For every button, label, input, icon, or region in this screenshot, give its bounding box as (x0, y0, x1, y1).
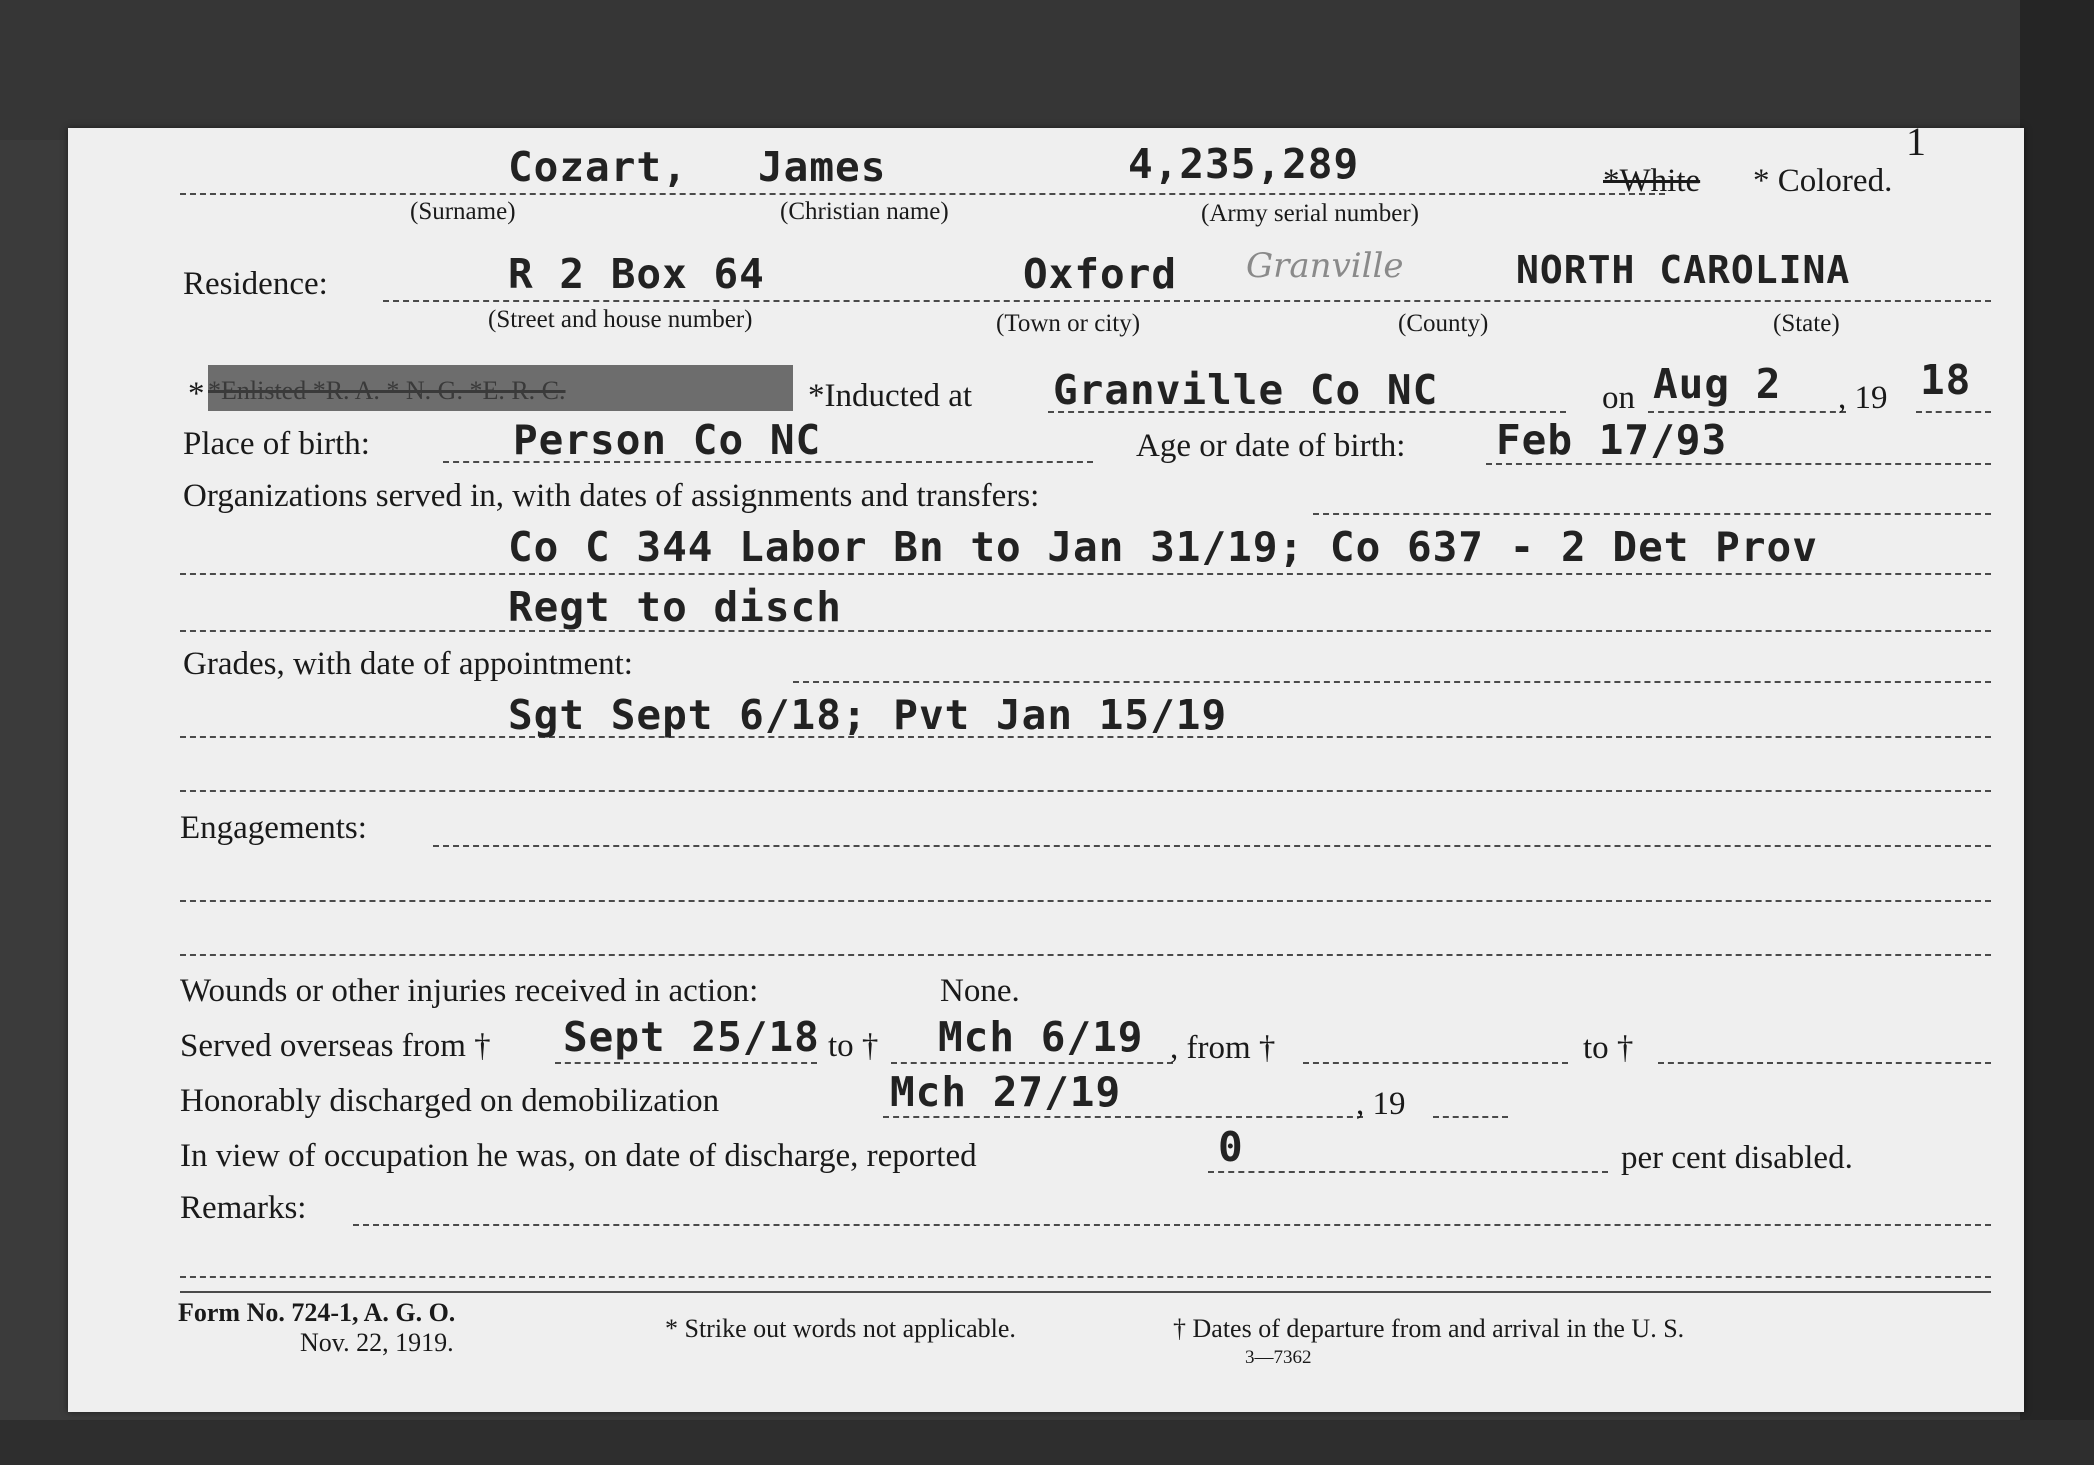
race-white-struck: *White (1603, 163, 1701, 199)
place-of-birth-label: Place of birth: (183, 426, 370, 462)
overseas-to2-label: to † (1583, 1030, 1634, 1066)
discharge-line (883, 1116, 1363, 1118)
grades-value: Sgt Sept 6/18; Pvt Jan 15/19 (508, 691, 1228, 739)
organizations-line-2 (180, 630, 1991, 632)
overseas-from2-label: , from † (1170, 1030, 1276, 1066)
overseas-to-value: Mch 6/19 (938, 1013, 1144, 1061)
residence-label: Residence: (183, 266, 328, 302)
induction-date-line (1648, 411, 1846, 413)
print-code: 3—7362 (1245, 1347, 1312, 1368)
town-value: Oxford (1023, 250, 1178, 298)
on-label: on (1602, 380, 1635, 416)
grades-label: Grades, with date of appointment: (183, 646, 633, 682)
caption-christian: (Christian name) (780, 198, 949, 225)
street-value: R 2 Box 64 (508, 250, 765, 298)
wounds-value: None. (940, 973, 1020, 1009)
engagements-label: Engagements: (180, 810, 367, 846)
race-colored: * Colored. (1753, 163, 1893, 199)
caption-county: (County) (1398, 310, 1489, 337)
disability-line (1208, 1171, 1608, 1173)
remarks-line-0 (353, 1224, 1991, 1226)
engagements-line-0 (433, 845, 1991, 847)
residence-line (383, 300, 1991, 302)
induction-year-line (1916, 411, 1991, 413)
inducted-label: *Inducted at (808, 378, 973, 414)
discharge-label: Honorably discharged on demobilization (180, 1083, 720, 1119)
overseas-from-line (555, 1062, 817, 1064)
form-number: Form No. 724-1, A. G. O. (178, 1298, 456, 1327)
discharge-year-line (1433, 1116, 1508, 1118)
inducted-at-value: Granville Co NC (1053, 366, 1439, 414)
footnote-strike: * Strike out words not applicable. (665, 1314, 1016, 1343)
organizations-value-line1: Co C 344 Labor Bn to Jan 31/19; Co 637 - 2 Det Prov (508, 523, 1818, 571)
organizations-line-0 (1313, 513, 1991, 515)
overseas-from2-line (1303, 1062, 1568, 1064)
form-date: Nov. 22, 1919. (300, 1328, 454, 1357)
remarks-label: Remarks: (180, 1190, 307, 1226)
year-prefix-label: , 19 (1838, 380, 1888, 416)
caption-serial: (Army serial number) (1201, 200, 1419, 227)
remarks-line-1 (180, 1276, 1991, 1278)
overseas-to-line (891, 1062, 1173, 1064)
disability-label: In view of occupation he was, on date of discharge, reported (180, 1138, 977, 1174)
grades-line-2 (180, 790, 1991, 792)
background-bottom (0, 1420, 2094, 1465)
induction-year-value: 18 (1920, 356, 1972, 404)
caption-state: (State) (1773, 310, 1840, 337)
engagements-line-2 (180, 954, 1991, 956)
overseas-to2-line (1658, 1062, 1991, 1064)
place-of-birth-value: Person Co NC (513, 416, 822, 464)
grades-line-0 (793, 681, 1991, 683)
wounds-label: Wounds or other injuries received in action: (180, 973, 759, 1009)
page-number: 1 (1906, 119, 1926, 164)
age-label: Age or date of birth: (1136, 428, 1406, 464)
organizations-value-line2: Regt to disch (508, 583, 842, 631)
name-line (180, 193, 1665, 195)
state-value: NORTH CAROLINA (1516, 248, 1851, 292)
caption-surname: (Surname) (410, 198, 516, 225)
county-handwritten: Granville (1246, 246, 1404, 286)
induction-date-value: Aug 2 (1653, 360, 1782, 408)
organizations-line-1 (180, 573, 1991, 575)
background-top (0, 0, 2094, 140)
background-right (2020, 0, 2094, 1465)
overseas-to-label: to † (828, 1028, 879, 1064)
overseas-label: Served overseas from † (180, 1028, 491, 1064)
surname-value: Cozart, (508, 143, 688, 191)
serial-number-value: 4,235,289 (1128, 140, 1360, 188)
service-record-card (68, 119, 2024, 1412)
disability-value: 0 (1218, 1123, 1244, 1171)
caption-street: (Street and house number) (488, 306, 753, 333)
footer-rule (180, 1291, 1991, 1293)
footnote-dates: † Dates of departure from and arrival in the U. S. (1173, 1314, 1685, 1343)
disability-suffix: per cent disabled. (1621, 1140, 1853, 1176)
organizations-label: Organizations served in, with dates of assignments and transfers: (183, 478, 1040, 514)
overseas-from-value: Sept 25/18 (563, 1013, 820, 1061)
enlisted-asterisk: * (188, 376, 205, 412)
engagements-line-1 (180, 900, 1991, 902)
enlisted-options-struck: *Enlisted *R. A. * N. G. *E. R. C. (208, 376, 566, 405)
discharge-year-label: , 19 (1356, 1086, 1406, 1122)
date-of-birth-value: Feb 17/93 (1496, 416, 1728, 464)
christian-name-value: James (758, 143, 887, 191)
discharge-date-value: Mch 27/19 (890, 1068, 1122, 1116)
caption-town: (Town or city) (996, 310, 1141, 337)
